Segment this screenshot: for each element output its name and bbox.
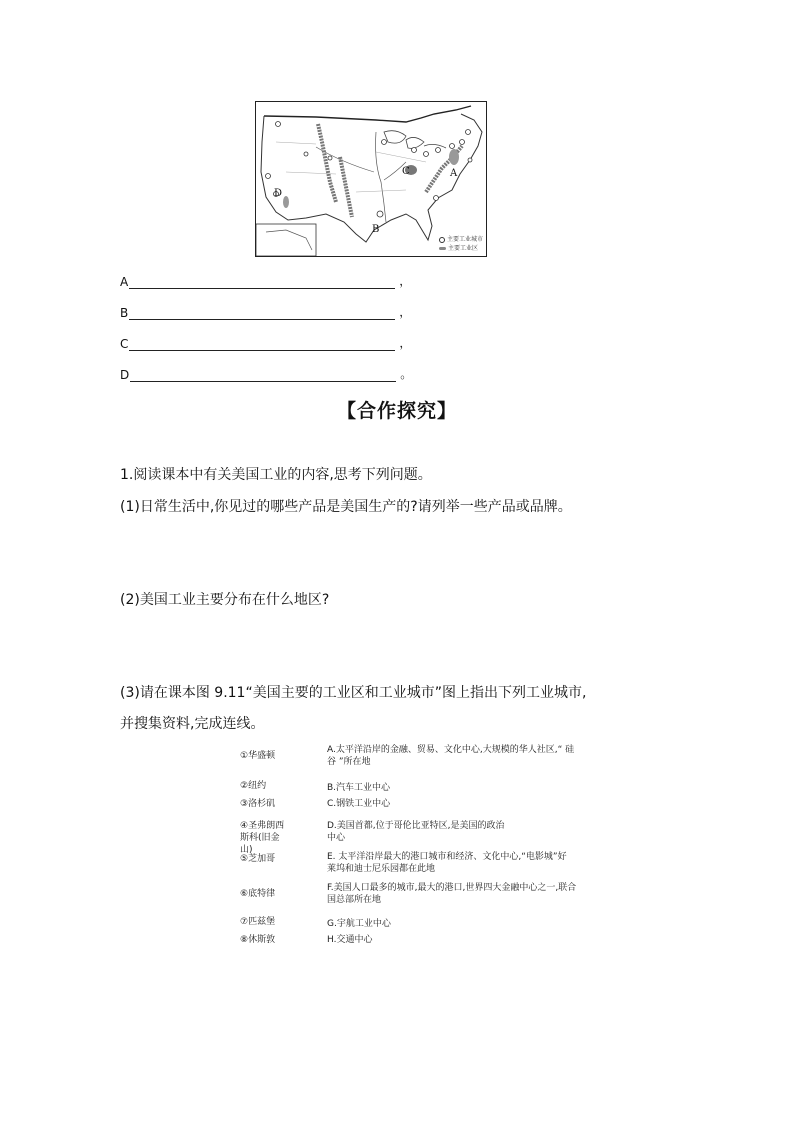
question-1-3-line1: (3)请在课本图 9.11“美国主要的工业区和工业城市”图上指出下列工业城市,: [120, 685, 587, 701]
description-item[interactable]: F.美国人口最多的城市,最大的港口,世界四大金融中心之一,联合国总部所在地: [327, 883, 577, 905]
answer-line-d[interactable]: [130, 368, 396, 382]
blank-b[interactable]: B ，: [120, 305, 412, 320]
description-item[interactable]: D.美国首都,位于哥伦比亚特区,是美国的政治中心: [327, 821, 505, 843]
description-item[interactable]: E. 太平洋沿岸最大的港口城市和经济、文化中心,“电影城”好莱坞和迪士尼乐园都在此地: [327, 852, 567, 874]
description-item[interactable]: G.宇航工业中心: [327, 919, 391, 929]
map-label-c: C: [402, 166, 410, 177]
question-1-3-line2: 并搜集资料,完成连线。: [120, 716, 265, 732]
city-item[interactable]: ⑦匹兹堡: [240, 917, 276, 927]
city-marker-icon: [439, 237, 445, 243]
description-item[interactable]: A.太平洋沿岸的金融、贸易、文化中心,大规模的华人社区,“ 硅谷 ”所在地: [327, 745, 575, 767]
us-industry-map: [255, 101, 487, 257]
answer-line-c[interactable]: [129, 337, 395, 351]
description-item[interactable]: H.交通中心: [327, 935, 373, 945]
city-item[interactable]: ②纽约: [240, 781, 267, 791]
map-label-b: B: [372, 224, 380, 235]
legend-item-area: 主要工业区: [439, 244, 483, 253]
map-label-a: A: [450, 168, 458, 179]
us-map-drawing: [256, 102, 486, 256]
section-title: 【合作探究】: [336, 400, 457, 422]
city-item[interactable]: ⑥底特律: [240, 889, 276, 899]
city-item[interactable]: ④圣弗朗西斯科(旧金山): [240, 821, 285, 855]
question-1-1: (1)日常生活中,你见过的哪些产品是美国生产的?请列举一些产品或品牌。: [120, 499, 572, 515]
description-item[interactable]: C.钢铁工业中心: [327, 799, 391, 809]
city-item[interactable]: ⑧休斯敦: [240, 935, 276, 945]
blank-a[interactable]: A ，: [120, 274, 412, 289]
city-item[interactable]: ①华盛顿: [240, 751, 276, 761]
map-label-d: D: [274, 188, 283, 199]
blank-d[interactable]: D 。: [120, 367, 413, 382]
question-1-2: (2)美国工业主要分布在什么地区?: [120, 592, 330, 608]
legend-item-city: 主要工业城市: [439, 235, 483, 244]
answer-line-a[interactable]: [129, 275, 395, 289]
city-item[interactable]: ⑤芝加哥: [240, 854, 276, 864]
question-1: 1.阅读课本中有关美国工业的内容,思考下列问题。: [120, 467, 432, 483]
blank-c[interactable]: C ，: [120, 336, 412, 351]
industrial-area-icon: [439, 247, 446, 250]
map-legend: [439, 235, 483, 253]
answer-line-b[interactable]: [129, 306, 395, 320]
description-item[interactable]: B.汽车工业中心: [327, 783, 391, 793]
city-item[interactable]: ③洛杉矶: [240, 799, 276, 809]
